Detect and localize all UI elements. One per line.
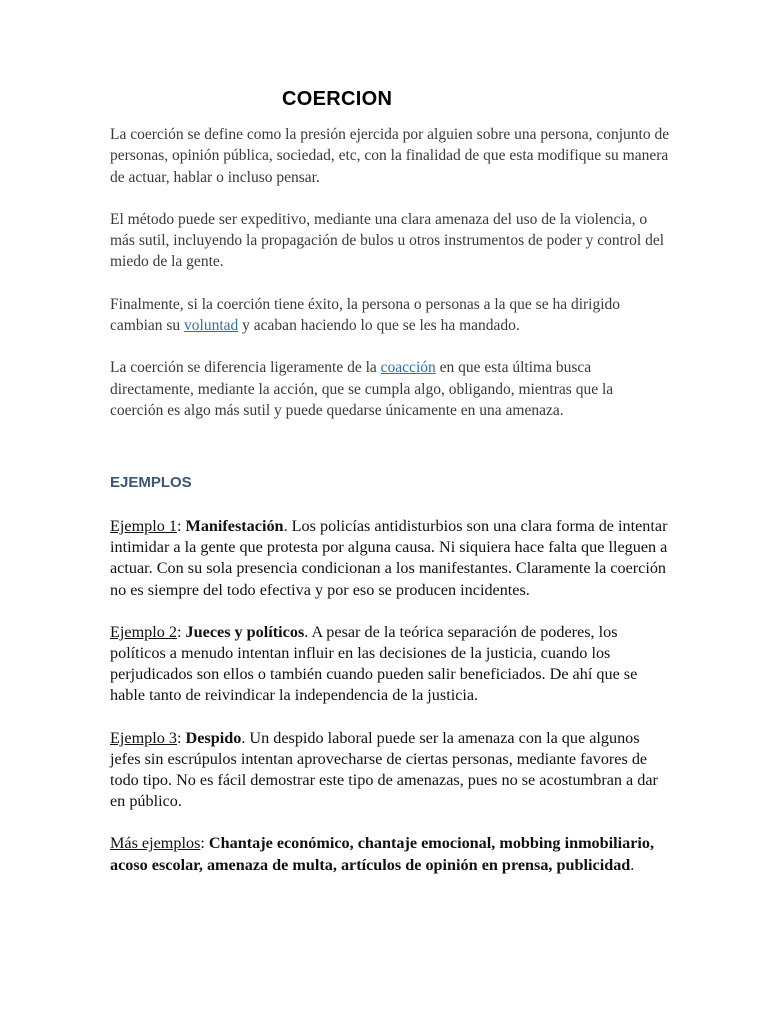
example-2-text: . A pesar de la teórica separación de poderes, los políticos a menudo intentan influir en las decisiones de la justicia, cuando los perjudicados son ellos o también cuando pueden salir beneficiados. De ahí que se hable tanto de reivindicar la independencia de la justicia. [110,622,638,705]
coaccion-link[interactable]: coacción [380,359,436,377]
example-3 [110,728,670,813]
example-1-title: Manifestación [185,517,284,535]
more-examples-end: . [630,855,635,874]
example-3-title: Despido [185,728,242,747]
example-1-text: . Los policías antidisturbios son una clara forma de intentar intimidar a la gente que protesta por alguna causa. Ni siquiera hace falta que lleguen a actuar. Con su sola presencia condicionan a los manifestantes. Claramente la coerción no es siempre del todo efectiva y por eso se producen incidentes. [110,517,668,599]
example-1-label: Ejemplo 1 [110,517,177,535]
more-examples [110,833,670,875]
examples-section [110,516,670,897]
intro-paragraph-4-text-after: en que esta última busca directamente, mediante la acción, que se cumpla algo, obligando, mientras que la coerción es algo más sutil y puede quedarse únicamente en una amenaza. [110,359,614,419]
example-3-separator: : [177,728,186,747]
example-3-label: Ejemplo 3 [110,728,177,747]
intro-paragraph-4 [110,357,670,421]
more-examples-list: Chantaje económico, chantaje emocional, mobbing inmobiliario, acoso escolar, amenaza de multa, artículos de opinión en prensa, publicidad [110,834,655,874]
voluntad-link[interactable]: voluntad [184,317,239,335]
intro-paragraph-3-text-after: y acaban haciendo lo que se les ha mandado. [238,317,520,335]
intro-paragraph-3-text-before: Finalmente, si la coerción tiene éxito, la persona o personas a la que se ha dirigido cambian su [110,295,621,335]
example-3-text: . Un despido laboral puede ser la amenaza con la que algunos jefes sin escrúpulos intentan aprovecharse de ciertas personas, mediante favores de todo tipo. No es fácil demostrar este tipo de amenazas, pues no se acostumbran a dar en público. [110,728,658,811]
example-2-title: Jueces y políticos [185,622,305,641]
examples-heading: EJEMPLOS [110,474,192,491]
example-1 [110,516,670,601]
intro-paragraph-1: La coerción se define como la presión ejercida por alguien sobre una persona, conjunto de personas, opinión pública, sociedad, etc, con la finalidad de que esta modifique su manera de actuar, hablar o incluso pensar. [110,126,670,186]
page-title: COERCION [282,88,393,110]
more-examples-separator: : [200,834,209,853]
example-1-separator: : [177,517,186,535]
example-2-label: Ejemplo 2 [110,622,177,641]
more-examples-label: Más ejemplos [110,834,201,853]
example-2-separator: : [177,622,186,641]
intro-section [110,124,670,442]
intro-paragraph-4-text-before: La coerción se diferencia ligeramente de la [110,359,381,377]
example-2 [110,622,670,707]
intro-paragraph-2: El método puede ser expeditivo, mediante una clara amenaza del uso de la violencia, o más sutil, incluyendo la propagación de bulos u otros instrumentos de poder y control del miedo de la gente. [110,210,665,271]
intro-paragraph-3 [110,294,670,337]
